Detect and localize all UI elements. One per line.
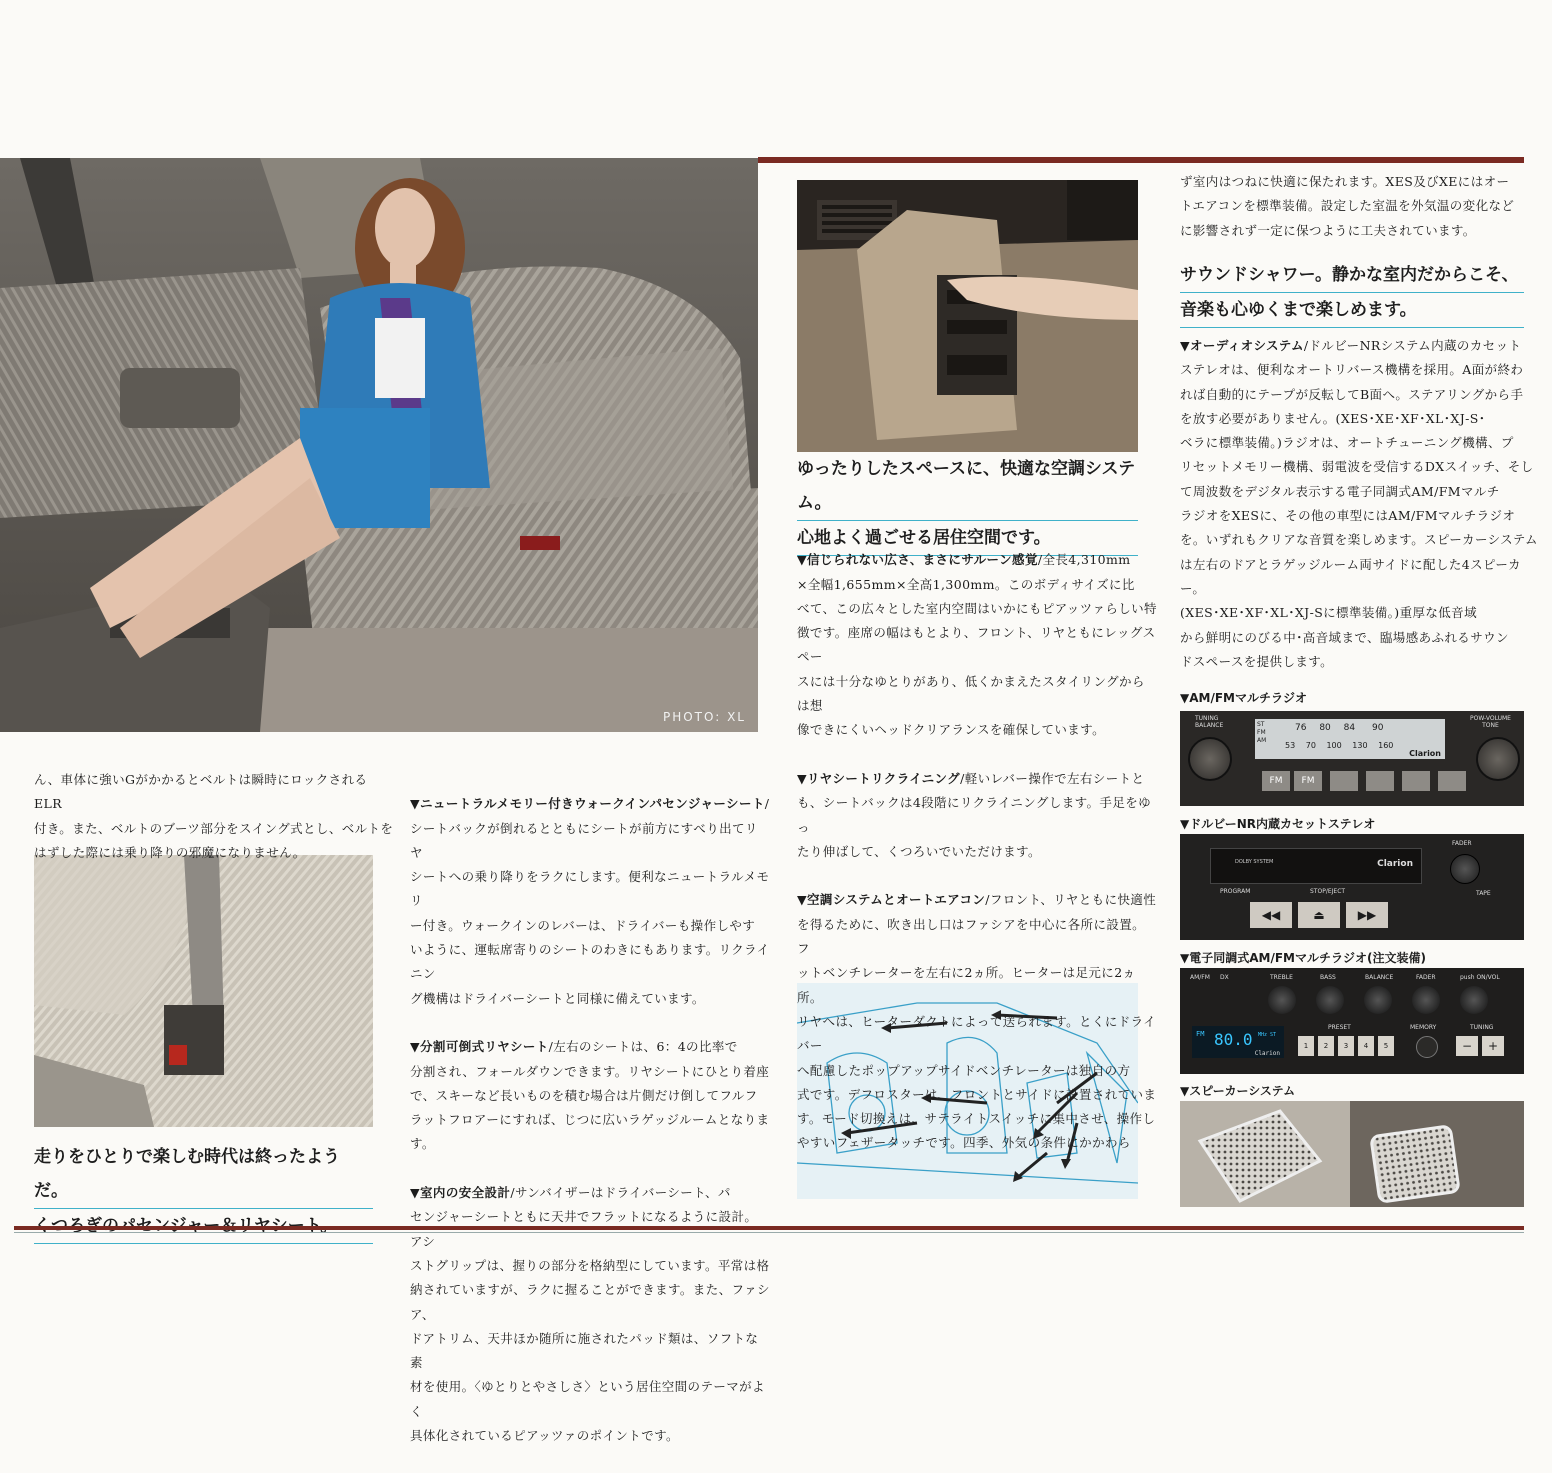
radio1-preset-5[interactable]: [1402, 771, 1430, 791]
label-fader: FADER: [1416, 974, 1436, 981]
preset-button-4[interactable]: 4: [1358, 1036, 1374, 1056]
am-scale-53: 53: [1285, 741, 1296, 750]
am-scale-130: 130: [1352, 741, 1368, 750]
fader-label: FADER: [1452, 840, 1472, 847]
radio1-brand: Clarion: [1409, 749, 1441, 758]
fast-forward-button[interactable]: ▶▶: [1346, 902, 1388, 928]
space-paragraph: [797, 548, 1157, 742]
seatbelt-photo: [34, 855, 373, 1127]
cassette-slot: [1210, 848, 1422, 884]
display-unit: MHz ST: [1258, 1032, 1277, 1038]
volume-knob-2[interactable]: [1460, 986, 1488, 1014]
fm-scale-76: 76: [1295, 723, 1307, 733]
fm-scale-84: 84: [1343, 723, 1356, 733]
radio1-button-fm2[interactable]: FM: [1294, 771, 1322, 791]
radio1-preset-4[interactable]: [1366, 771, 1394, 791]
rear-recline-body: /軽いレバー操作で左右シートと も、シートバックは4段階にリクライニングします。手足をゆっ たり伸ばして、くつろいでいただけます。: [797, 770, 1152, 859]
radio1-dial-window: [1255, 719, 1445, 759]
preset-label: PRESET: [1328, 1024, 1351, 1031]
aircon-paragraph: [797, 888, 1157, 1155]
safety-design-body: /サンバイザーはドライバーシート、パ センジャーシートともに天井でフラットになるように設計。アシ ストグリップは、握りの部分を格納型にしています。平常は格 納されていますが、ラクに握ることができます。また、ファシア、 ドアトリム、天井ほか随所に施されたパッド類は、ソフトな素 材を使用。〈ゆとりとやさしさ〉という居住空間のテーマがよく 具体化されているピアッツァのポイントです。: [410, 1185, 770, 1444]
dashboard-photo: [797, 180, 1138, 452]
fader-knob[interactable]: [1450, 854, 1480, 884]
radio2-brand: Clarion: [1254, 1050, 1280, 1057]
label-treble: TREBLE: [1270, 974, 1293, 981]
tuning-knob[interactable]: [1188, 737, 1232, 781]
caption-digital-radio: ▼電子同調式AM/FMマルチラジオ(注文装備): [1180, 951, 1426, 965]
radio1-label-right: POW-VOLUME TONE: [1470, 715, 1511, 729]
band-st: ST: [1257, 721, 1265, 728]
main-interior-photo: [0, 158, 758, 732]
caption-cassette-stereo: ▼ドルビーNR内蔵カセットステレオ: [1180, 817, 1376, 831]
am-scale-70: 70: [1305, 741, 1316, 750]
am-scale-160: 160: [1378, 741, 1394, 750]
bottom-rule-thin: [14, 1232, 1524, 1233]
walkin-seat-title: ▼ニュートラルメモリー付きウォークインパセンジャーシート: [410, 796, 765, 812]
left-intro-text: ん、車体に強いGがかかるとベルトは瞬時にロックされるELR 付き。また、ベルトのブーツ部分をスイング式とし、ベルトを はずした際には乗り降りの邪魔になりません。: [34, 772, 394, 860]
right-heading-line-2: 音楽も心ゆくまで楽しめます。: [1180, 293, 1524, 328]
caption-am-fm-radio: ▼AM/FMマルチラジオ: [1180, 691, 1307, 705]
radio1-label-left: TUNING BALANCE: [1195, 715, 1224, 729]
preset-button-2[interactable]: 2: [1318, 1036, 1334, 1056]
split-rear-seat-title: ▼分割可倒式リヤシート: [410, 1039, 549, 1055]
audio-system-body: /ドルビーNRシステム内蔵のカセット ステレオは、便利なオートリバース機構を採用。A面が終わ れば自動的にテープが反転してB面へ。ステアリングから手 を放す必要がありません。(XES･XE･XF･XL･XJ-S･ ベラに標準装備。)ラジオは、オートチューニング機構、プ リセットメモリー機構、弱電波を受信するDXスイッチ、そし て周波数をデジタル表示する電子同調式AM/FMマルチ ラジオをXESに、その他の車型にはAM/FMマルチラジオ を。いずれもクリアな音質を楽しめます。スピーカーシステム は左右のドアとラゲッジルーム両サイドに配した4スピーカー。 (XES･XE･XF･XL･XJ-Sに標準装備。)重厚な低音域 から鮮明にのびる中･高音域まで、臨場感あふれるサウン ドスペースを提供します。: [1180, 338, 1538, 669]
balance-knob[interactable]: [1364, 986, 1392, 1014]
band-am: AM: [1257, 737, 1267, 744]
am-scale-100: 100: [1326, 741, 1342, 750]
audio-system-paragraph: [1180, 334, 1540, 674]
tuning-down-button[interactable]: −: [1456, 1036, 1478, 1056]
tuning-label: TUNING: [1470, 1024, 1494, 1031]
fm-scale-80: 80: [1319, 723, 1331, 733]
radio1-preset-3[interactable]: [1330, 771, 1358, 791]
split-rear-seat-paragraph: [410, 1035, 770, 1156]
display-band: FM: [1196, 1030, 1205, 1038]
walkin-seat-paragraph: [410, 792, 770, 1011]
cassette-brand: Clarion: [1377, 859, 1413, 869]
rear-recline-title: ▼リヤシートリクライニング: [797, 770, 961, 786]
right-heading-line-1: サウンドシャワー。静かな室内だからこそ、: [1180, 258, 1524, 293]
tape-label: TAPE: [1476, 890, 1491, 897]
bottom-rule: [14, 1226, 1524, 1230]
frequency-display: [1192, 1026, 1284, 1058]
preset-button-3[interactable]: 3: [1338, 1036, 1354, 1056]
stop-eject-button[interactable]: ⏏: [1298, 902, 1340, 928]
memory-button[interactable]: [1416, 1036, 1438, 1058]
label-balance: BALANCE: [1365, 974, 1394, 981]
dolby-label: DOLBY SYSTEM: [1235, 859, 1274, 865]
treble-knob[interactable]: [1268, 986, 1296, 1014]
safety-design-paragraph: [410, 1181, 770, 1448]
preset-button-5[interactable]: 5: [1378, 1036, 1394, 1056]
center-heading-line-2: 心地よく過ごせる居住空間です。: [797, 521, 1138, 556]
fader-knob-2[interactable]: [1412, 986, 1440, 1014]
middle-text: [410, 768, 770, 1473]
safety-design-title: ▼室内の安全設計: [410, 1185, 511, 1201]
aircon-title: ▼空調システムとオートエアコン: [797, 892, 986, 908]
band-fm: FM: [1257, 729, 1266, 736]
space-body: /全長4,310mm ×全幅1,655mm×全高1,300mm。このボディサイズに比 べて、この広々とした室内空間はいかにもピアッツァらしい特 徴です。座席の幅はもとより、フロント、リヤともにレッグスペー スには十分なゆとりがあり、低くかまえたスタイリングからは想 像できにくいヘッドクリアランスを確保しています。: [797, 552, 1157, 738]
aircon-body: /フロント、リヤともに快適性 を得るために、吹き出し口はファシアを中心に各所に設置。フ ットベンチレーターを左右に2ヵ所。ヒーターは足元に2ヵ所。 リヤへは、ヒーターダクトによって送られます。とくにドライバー へ配慮したポップアップサイドベンチレーターは独自の方 式です。デフロスターは、フロントとサイドに設置されていま す。モード切換えは、サテライトスイッチに集中させ、操作し やすいフェザータッチです。四季、外気の条件にかかわら: [797, 892, 1157, 1151]
radio1-preset-6[interactable]: [1438, 771, 1466, 791]
cassette-stereo-photo: [1180, 834, 1524, 940]
label-dx: DX: [1220, 974, 1229, 981]
stop-eject-label: STOP/EJECT: [1310, 888, 1346, 895]
rewind-button[interactable]: ◀◀: [1250, 902, 1292, 928]
left-heading-line-1: 走りをひとりで楽しむ時代は終ったようだ。: [34, 1140, 373, 1209]
top-rule: [758, 157, 1524, 163]
caption-speaker-system: ▼スピーカーシステム: [1180, 1084, 1296, 1098]
radio1-button-fm1[interactable]: FM: [1262, 771, 1290, 791]
label-push-on-vol: push ON/VOL: [1460, 974, 1500, 981]
walkin-seat-body: / シートバックが倒れるとともにシートが前方にすべり出てリヤ シートへの乗り降りをラクにします。便利なニュートラルメモリ ー付き。ウォークインのレバーは、ドライバーも操作しやす いように、運転席寄りのシートのわきにもあります。リクライニン グ機構はドライバーシートと同様に備えています。: [410, 796, 770, 1006]
space-title: ▼信じられない広さ、まさにサルーン感覚: [797, 552, 1038, 568]
label-bass: BASS: [1320, 974, 1336, 981]
fm-scale-90: 90: [1371, 723, 1384, 733]
speaker-system-photo: [1180, 1101, 1524, 1207]
bass-knob[interactable]: [1316, 986, 1344, 1014]
right-heading: [1180, 258, 1524, 328]
photo-credit: PHOTO: XL: [662, 710, 746, 724]
display-frequency: 80.0: [1214, 1030, 1253, 1049]
preset-button-1[interactable]: 1: [1298, 1036, 1314, 1056]
audio-system-title: ▼オーディオシステム: [1180, 338, 1304, 353]
volume-knob[interactable]: [1476, 737, 1520, 781]
right-intro-text: ず室内はつねに快適に保たれます。XES及びXEにはオー トエアコンを標準装備。設定した室温を外気温の変化など に影響されず一定に保つように工夫されています。: [1180, 174, 1515, 238]
digital-radio-photo: [1180, 968, 1524, 1074]
program-label: PROGRAM: [1220, 888, 1251, 895]
am-fm-radio-photo: [1180, 711, 1524, 806]
tuning-up-button[interactable]: +: [1482, 1036, 1504, 1056]
center-heading-line-1: ゆったりしたスペースに、快適な空調システム。: [797, 452, 1138, 521]
split-rear-seat-body: /左右のシートは、6：4の比率で 分割され、フォールダウンできます。リヤシートにひとり着座 で、スキーなど長いものを積む場合は片側だけ倒してフルフ ラットフロアーにすれば、じつに広いラゲッジルームとなります。: [410, 1039, 770, 1152]
rear-recline-paragraph: [797, 767, 1157, 864]
memory-label: MEMORY: [1410, 1024, 1437, 1031]
label-am-fm: AM/FM: [1190, 974, 1210, 981]
center-text: [797, 524, 1157, 1180]
